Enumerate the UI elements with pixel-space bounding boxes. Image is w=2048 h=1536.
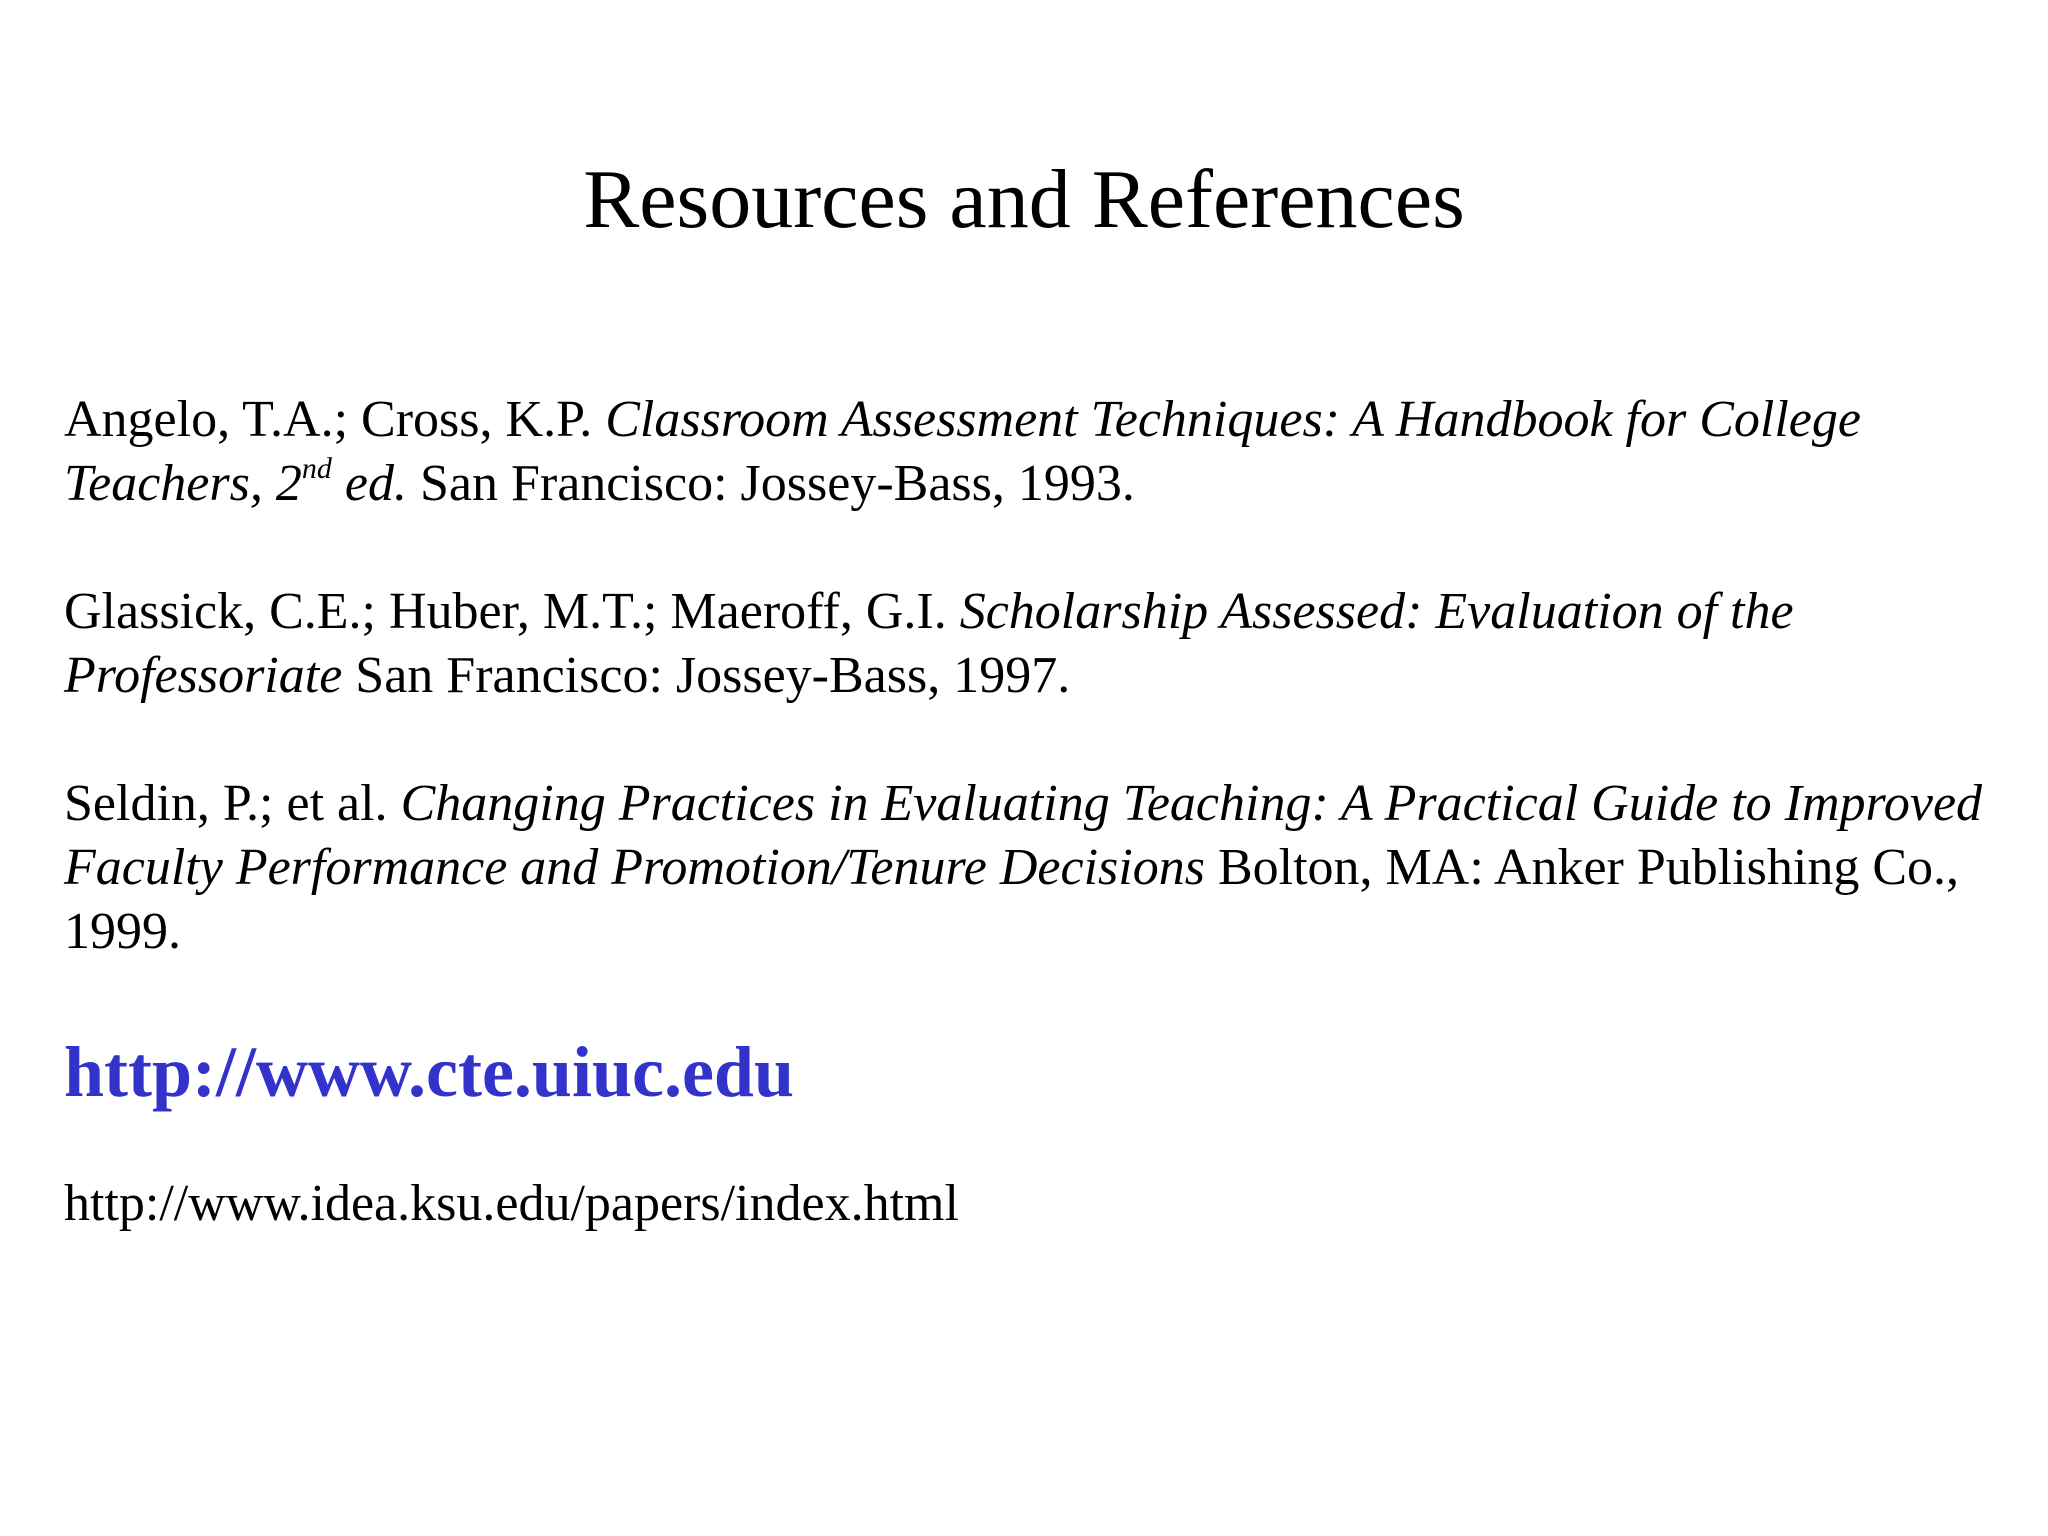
reference-angelo [64,388,2004,516]
reference-authors: Glassick, C.E.; Huber, M.T.; Maeroff, G.I. [64,583,960,640]
ordinal-suffix: nd [301,452,332,485]
reference-title: Changing Practices in Evaluating Teaching: A Practical Guide to Improved Faculty Performance and Promotion/Tenure Decisions [64,775,1983,896]
reference-title: Scholarship Assessed: Evaluation of the Professoriate [64,583,1794,704]
reference-publication: Bolton, MA: Anker Publishing Co., 1999. [64,839,1960,960]
reference-list [64,388,2004,964]
reference-authors: Angelo, T.A.; Cross, K.P. [64,391,606,448]
reference-publication: San Francisco: Jossey-Bass, 1993. [406,455,1135,512]
reference-seldin [64,772,2004,964]
idea-ksu-papers-link[interactable]: http://www.idea.ksu.edu/papers/index.html [64,1175,959,1232]
reference-authors: Seldin, P.; et al. [64,775,401,832]
reference-title: Classroom Assessment Techniques: A Handbook for College Teachers, 2nd ed. [64,391,1861,512]
reference-publication: San Francisco: Jossey-Bass, 1997. [342,647,1071,704]
reference-glassick [64,580,2004,708]
cte-uiuc-link[interactable]: http://www.cte.uiuc.edu [64,1032,795,1112]
slide-title: Resources and References [583,153,1465,246]
